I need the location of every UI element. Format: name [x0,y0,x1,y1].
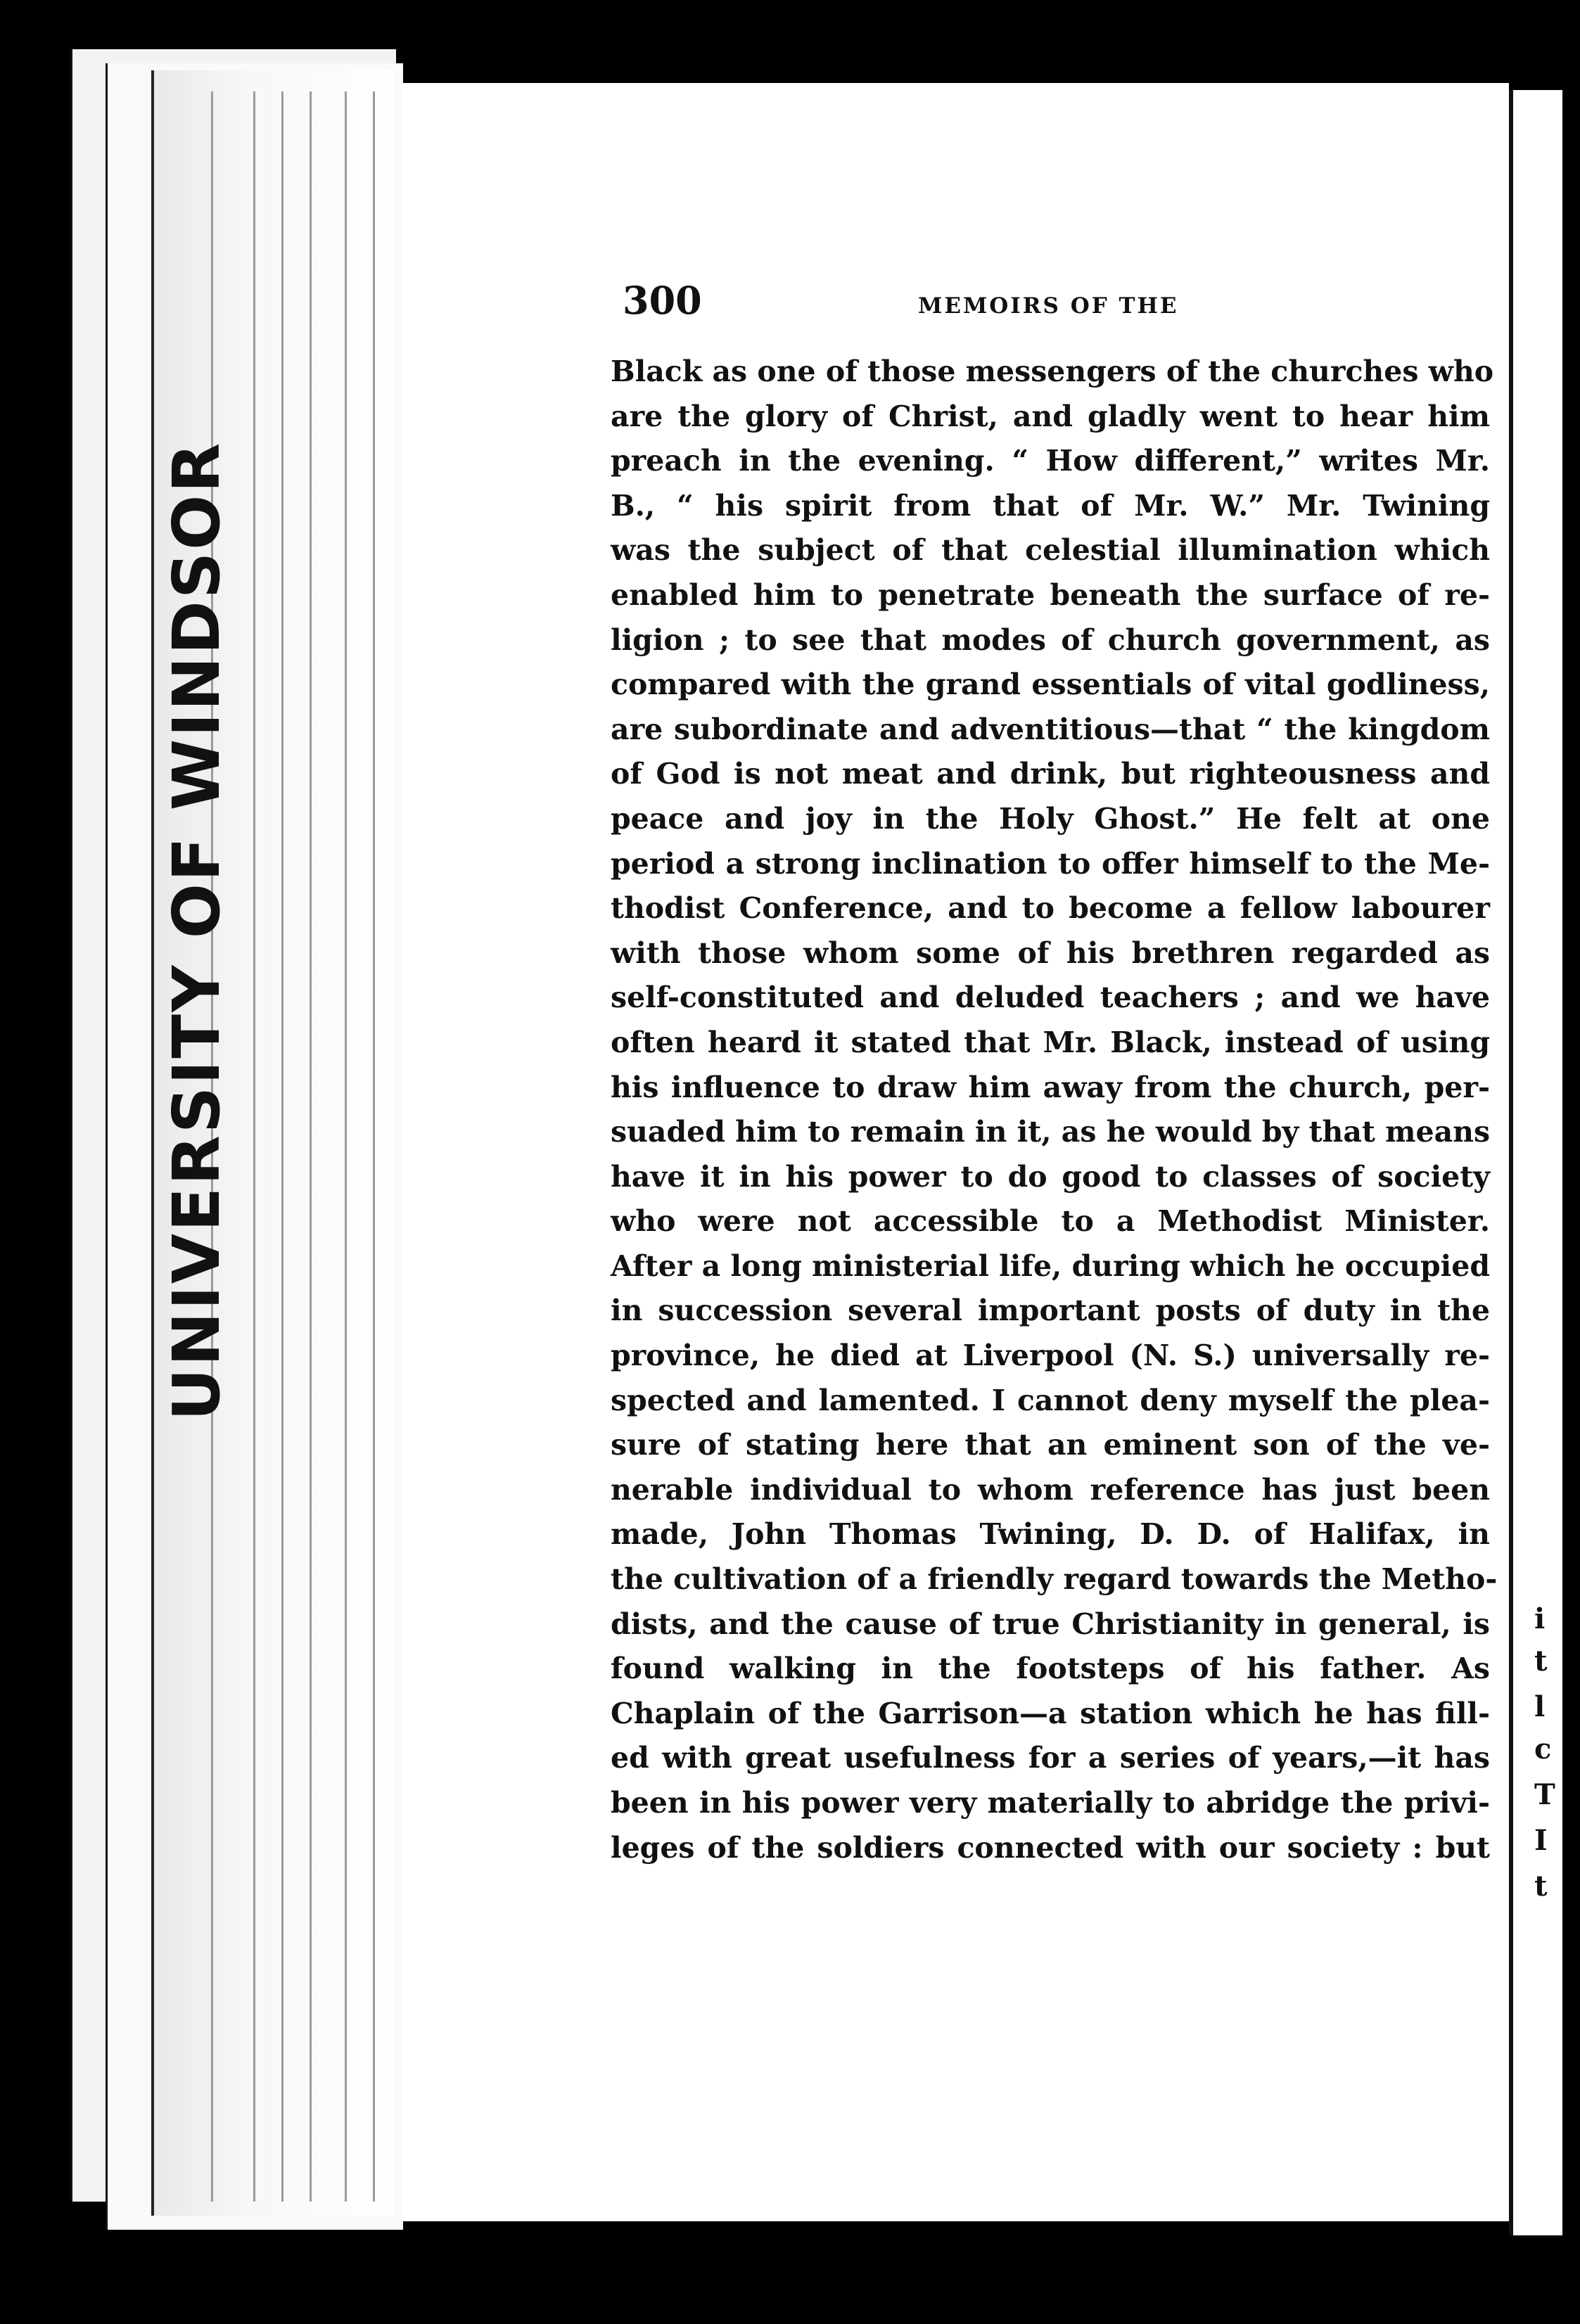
next-page-letter: i [1534,1602,1546,1635]
page-edge-line [345,91,347,2202]
text-line: spected and lamented. I cannot deny myself the plea- [611,1383,1490,1417]
next-page-edge [1509,90,1562,2235]
text-line: B., “ his spirit from that of Mr. W.” Mr. Twining [611,488,1490,523]
text-line: with those whom some of his brethren regarded as [611,936,1490,970]
next-page-letter: I [1534,1824,1548,1857]
text-line: enabled him to penetrate beneath the surface of re- [611,577,1490,612]
text-line: After a long ministerial life, during which he occupied [611,1249,1490,1283]
text-line: who were not accessible to a Methodist Minister. [611,1204,1490,1239]
text-line: preach in the evening. “ How different,” writes Mr. [611,444,1490,478]
text-line: have it in his power to do good to classes of society [611,1159,1490,1194]
text-line: the cultivation of a friendly regard towards the Metho- [611,1562,1498,1597]
text-line: of God is not meat and drink, but righteousness and [611,757,1490,791]
text-line: leges of the soldiers connected with our society : but [611,1830,1490,1865]
text-line: sure of stating here that an eminent son of the ve- [611,1428,1490,1462]
text-line: found walking in the footsteps of his father. As [611,1652,1490,1686]
text-line: been in his power very materially to abridge the privi- [611,1786,1490,1820]
text-line: nerable individual to whom reference has just been [611,1472,1490,1507]
text-line: compared with the grand essentials of vital godliness, [611,668,1490,702]
text-line: Black as one of those messengers of the churches who [611,355,1494,388]
text-line: made, John Thomas Twining, D. D. of Halifax, in [611,1517,1490,1552]
text-line: thodist Conference, and to become a fellow labourer [611,891,1490,926]
text-line: was the subject of that celestial illumination which [611,533,1490,568]
next-page-letter: t [1534,1645,1548,1678]
next-page-letter: c [1534,1732,1552,1766]
page-edge-line [373,91,375,2202]
running-head: MEMOIRS OF THE [918,293,1179,319]
text-line: in succession several important posts of duty in the [611,1294,1490,1328]
text-line: province, he died at Liverpool (N. S.) universally re- [611,1339,1490,1373]
text-line: are the glory of Christ, and gladly went to hear him [611,399,1490,433]
text-line: are subordinate and adventitious—that “ the kingdom [611,712,1490,746]
library-stamp-text: UNIVERSITY OF WINDSOR [159,440,234,1421]
text-line: suaded him to remain in it, as he would by that means [611,1115,1491,1149]
text-line: ligion ; to see that modes of church government, as [611,622,1490,657]
page-edge-line [281,91,283,2202]
page-number: 300 [623,278,702,323]
page-edge-line [253,91,255,2202]
text-line: his influence to draw him away from the church, per- [611,1070,1490,1104]
text-line: peace and joy in the Holy Ghost.” He felt at one [611,801,1490,836]
text-line: Chaplain of the Garrison—a station which he has fill- [611,1696,1490,1730]
text-line: ed with great usefulness for a series of years,—it has [611,1741,1490,1775]
page-header [623,278,1509,334]
text-line: often heard it stated that Mr. Black, instead of using [611,1025,1490,1059]
page-edge-line [310,91,312,2202]
text-line: period a strong inclination to offer himself to the Me- [611,846,1490,881]
next-page-letter: T [1534,1778,1555,1811]
next-page-letter: t [1534,1870,1548,1903]
body-text [611,350,1498,1870]
library-stamp [151,440,243,1421]
text-line: dists, and the cause of true Christianity in general, is [611,1607,1490,1641]
next-page-letter: l [1534,1690,1546,1723]
text-line: self-constituted and deluded teachers ; and we have [611,981,1490,1015]
